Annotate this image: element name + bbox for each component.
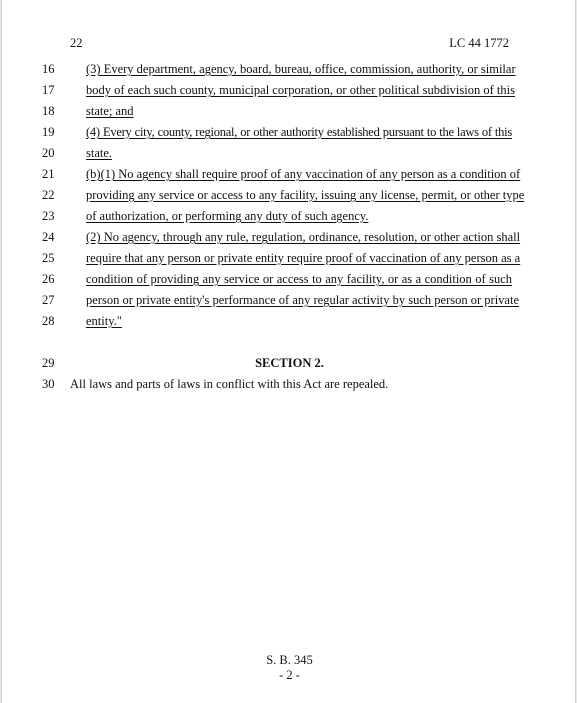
line-number: 27 [42, 293, 55, 307]
line-number: 26 [42, 272, 55, 286]
text-line [2, 188, 577, 209]
line-number: 21 [42, 167, 55, 181]
line-number: 22 [42, 188, 55, 202]
text-line [2, 230, 577, 251]
text-line [2, 125, 577, 146]
document-id: LC 44 1772 [449, 36, 509, 50]
bill-number: S. B. 345 [266, 653, 313, 667]
line-text: (2) No agency, through any rule, regulation, ordinance, resolution, or other action shall [86, 230, 521, 244]
line-text: require that any person or private entity require proof of vaccination of any person as a [86, 251, 521, 265]
text-line [2, 251, 577, 272]
text-line [2, 83, 577, 104]
line-number: 23 [42, 209, 55, 223]
text-line [2, 272, 577, 293]
line-number: 19 [42, 125, 55, 139]
line-text: (b)(1) No agency shall require proof of any vaccination of any person as a condition of [86, 167, 521, 181]
text-line [2, 104, 577, 125]
line-text: All laws and parts of laws in conflict with this Act are repealed. [70, 377, 389, 391]
line-number: 28 [42, 314, 55, 328]
text-line [2, 293, 577, 314]
text-line [2, 377, 577, 398]
line-text: entity." [86, 314, 122, 328]
text-line [2, 62, 577, 83]
line-number: 16 [42, 62, 55, 76]
line-text: of authorization, or performing any duty of such agency. [86, 209, 369, 223]
line-text: state; and [86, 104, 134, 118]
line-text: condition of providing any service or access to any facility, or as a condition of such [86, 272, 512, 286]
line-number: 25 [42, 251, 55, 265]
text-line [2, 167, 577, 188]
line-text: state. [86, 146, 113, 160]
line-text: providing any service or access to any facility, issuing any license, permit, or other type [86, 188, 525, 202]
line-number: 20 [42, 146, 55, 160]
line-text: person or private entity's performance of any regular activity by such person or private [86, 293, 520, 307]
page-footer [2, 653, 577, 683]
section-heading: SECTION 2. [255, 356, 324, 370]
line-text: (3) Every department, agency, board, bureau, office, commission, authority, or similar [86, 62, 516, 76]
line-text: (4) Every city, county, regional, or other authority established pursuant to the laws of this [86, 125, 512, 139]
document-page [1, 0, 576, 703]
page-number-header: 22 [70, 36, 83, 50]
line-number: 24 [42, 230, 55, 244]
line-number: 17 [42, 83, 55, 97]
line-number: 30 [42, 377, 55, 391]
text-line [2, 314, 577, 335]
line-text: body of each such county, municipal corporation, or other political subdivision of this [86, 83, 515, 97]
line-number: 18 [42, 104, 55, 118]
text-line [2, 146, 577, 167]
footer-page-number: - 2 - [279, 668, 300, 682]
text-line [2, 209, 577, 230]
line-number: 29 [42, 356, 55, 370]
